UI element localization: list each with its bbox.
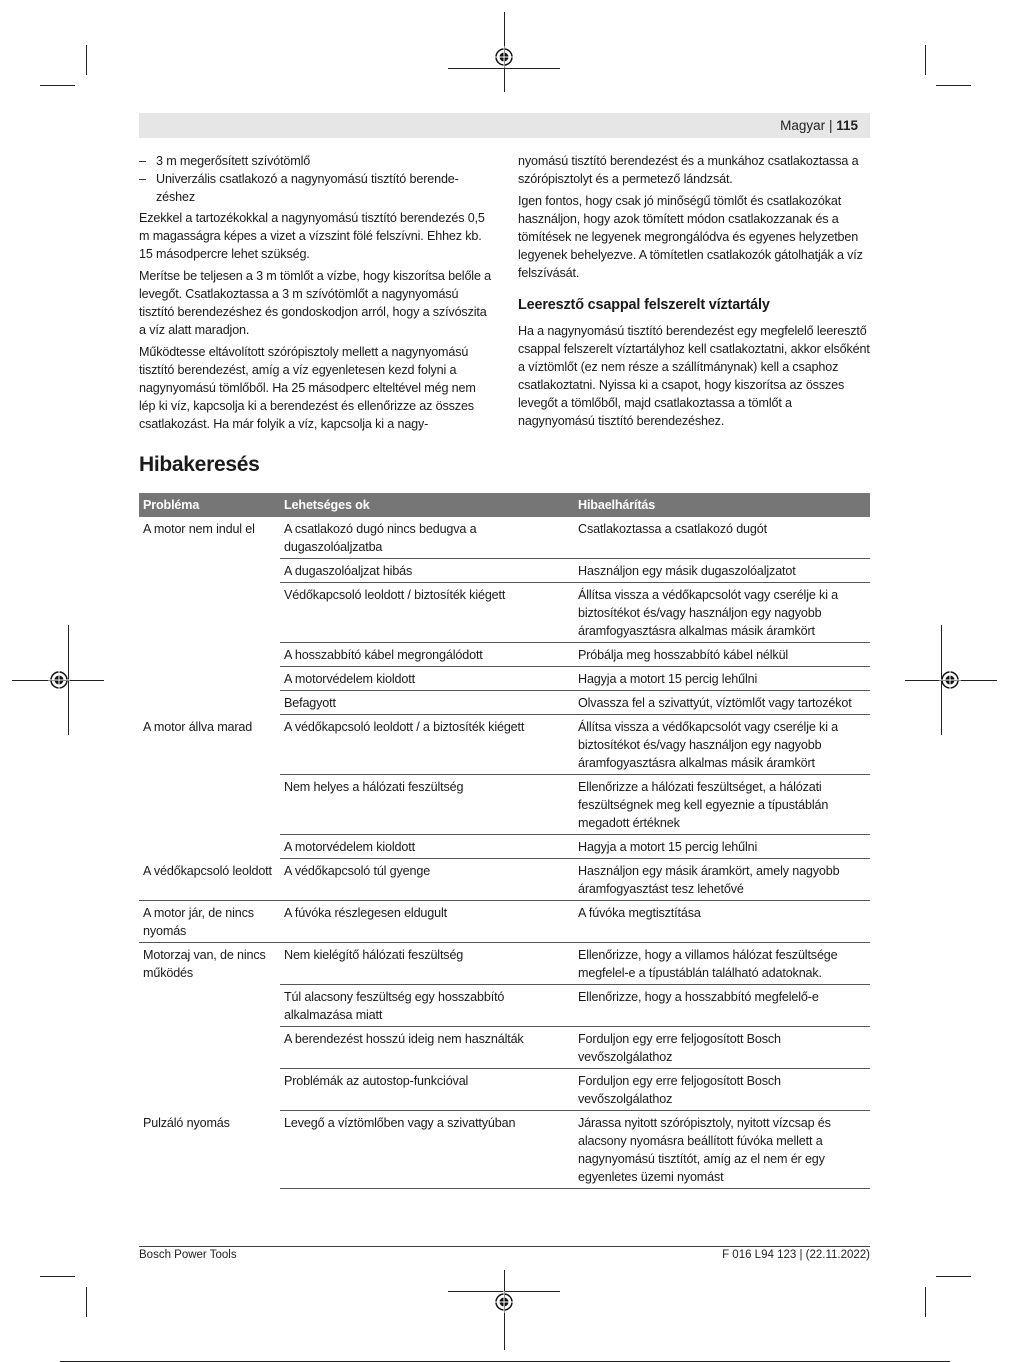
remedy-cell: Forduljon egy erre feljogosított Bosch vevőszolgálathoz — [574, 1069, 870, 1111]
paragraph: nyomású tisztító berendezést és a munkához csatlakoztassa a szórópisztolyt és a permetező lándzsát. — [518, 154, 859, 186]
cause-cell: A védőkapcsoló túl gyenge — [280, 859, 574, 901]
remedy-cell: Ellenőrizze, hogy a villamos hálózat feszültsége megfelel-e a típustáblán található adatoknak. — [574, 943, 870, 985]
remedy-cell: Próbálja meg hosszabbító kábel nélkül — [574, 643, 870, 667]
paragraph: Működtesse eltávolított szórópisztoly mellett a nagynyomású tisztító berendezést, amíg a víz egyenletesen kezd folyni a nagynyomású tömlőből. Ha 25 másodperc elteltével még nem lép ki víz, kapcsolja ki a berendezést és ellenőrizze az összes csatlakozást. Ha már folyik a víz, kapcsolja ki a nagy- — [139, 345, 476, 431]
accessory-list — [139, 152, 491, 206]
header-separator: | — [828, 118, 833, 133]
header-language: Magyar — [780, 118, 826, 133]
problem-cell: A motor állva marad — [143, 719, 253, 734]
cause-cell: Problémák az autostop-funkcióval — [280, 1069, 574, 1111]
problem-cell: A védőkapcsoló leoldott — [139, 859, 280, 901]
remedy-cell: Állítsa vissza a védőkapcsolót vagy cserélje ki a biztosítékot és/vagy használjon egy nagyobb áramfogyasztásra alkalmas másik áramkört — [574, 715, 870, 775]
table-row — [139, 901, 870, 943]
list-item: – Univerzális csatlakozó a nagynyomású tisztító berende-zéshez — [139, 172, 459, 204]
subheading: Leeresztő csappal felszerelt víztartály — [518, 297, 770, 313]
crop-mark — [925, 45, 926, 75]
paragraph: Ha a nagynyomású tisztító berendezést egy megfelelő leeresztő csappal felszerelt víztartályhoz kell csatlakoztatni, akkor elsőként a víztömlőt (ez nem része a szállítmánynak) kell a csaphoz csatlakoztatni. Nyissa ki a csapot, hogy kiszorítsa az összes levegőt a tömlőből, majd csatlakoztassa a tömlőt a nagynyomású tisztító berendezéshez. — [518, 324, 870, 428]
remedy-cell: A fúvóka megtisztítása — [574, 901, 870, 943]
remedy-cell: Állítsa vissza a védőkapcsolót vagy cserélje ki a biztosítékot és/vagy használjon egy nagyobb áramfogyasztásra alkalmas másik áramkört — [574, 583, 870, 643]
page-header — [139, 113, 870, 138]
paragraph: Merítse be teljesen a 3 m tömlőt a vízbe, hogy kiszorítsa belőle a levegőt. Csatlakoztassa a 3 m szívótömlőt a nagynyomású tisztító berendezéshez és gondoskodjon arról, hogy a szívószita a víz alatt maradjon. — [139, 269, 491, 337]
problem-cell: Pulzáló nyomás — [143, 1115, 230, 1130]
column-header: Lehetséges ok — [280, 493, 574, 517]
footer-left: Bosch Power Tools — [139, 1249, 237, 1261]
table-header-row — [139, 493, 870, 517]
registration-mark-icon — [48, 669, 70, 691]
remedy-cell: Használjon egy másik áramkört, amely nagyobb áramfogyasztást tesz lehetővé — [574, 859, 870, 901]
registration-mark-icon — [493, 1291, 515, 1313]
crop-mark — [40, 85, 75, 86]
problem-cell: A motor jár, de nincs nyomás — [139, 901, 280, 943]
header-text — [780, 118, 858, 133]
footer-rule — [139, 1246, 870, 1247]
table-row — [139, 859, 870, 901]
remedy-cell: Csatlakoztassa a csatlakozó dugót — [574, 517, 870, 559]
column-header: Hibaelhárítás — [574, 493, 870, 517]
remedy-cell: Hagyja a motort 15 percig lehűlni — [574, 667, 870, 691]
cause-cell: Nem helyes a hálózati feszültség — [280, 775, 574, 835]
registration-mark-icon — [939, 669, 961, 691]
cause-cell: A berendezést hosszú ideig nem használták — [280, 1027, 574, 1069]
crop-mark — [925, 1287, 926, 1317]
crop-mark — [86, 45, 87, 75]
cause-cell: A védőkapcsoló leoldott / a biztosíték kiégett — [280, 715, 574, 775]
cause-cell: Védőkapcsoló leoldott / biztosíték kiégett — [280, 583, 574, 643]
page-number: 115 — [836, 118, 858, 133]
cause-cell: Levegő a víztömlőben vagy a szivattyúban — [280, 1111, 574, 1189]
cause-cell: Túl alacsony feszültség egy hosszabbító alkalmazása miatt — [280, 985, 574, 1027]
left-column — [139, 152, 491, 437]
table-row — [139, 715, 870, 775]
right-column — [518, 152, 870, 434]
cause-cell: A motorvédelem kioldott — [280, 667, 574, 691]
remedy-cell: Hagyja a motort 15 percig lehűlni — [574, 835, 870, 859]
table-row — [139, 1111, 870, 1189]
registration-mark-icon — [493, 46, 515, 68]
cause-cell: Befagyott — [280, 691, 574, 715]
remedy-cell: Használjon egy másik dugaszolóaljzatot — [574, 559, 870, 583]
crop-mark — [936, 85, 971, 86]
section-title: Hibakeresés — [139, 453, 260, 476]
cause-cell: A hosszabbító kábel megrongálódott — [280, 643, 574, 667]
remedy-cell: Ellenőrizze a hálózati feszültséget, a hálózati feszültségnek meg kell egyeznie a típustáblán megadott értéknek — [574, 775, 870, 835]
remedy-cell: Ellenőrizze, hogy a hosszabbító megfelelő-e — [574, 985, 870, 1027]
cause-cell: A motorvédelem kioldott — [280, 835, 574, 859]
cause-cell: A fúvóka részlegesen eldugult — [280, 901, 574, 943]
footer-right: F 016 L94 123 | (22.11.2022) — [722, 1249, 870, 1261]
crop-mark — [936, 1276, 971, 1277]
crop-mark — [40, 1276, 75, 1277]
problem-cell: A motor nem indul el — [143, 522, 255, 536]
cause-cell: A csatlakozó dugó nincs bedugva a dugaszolóaljzatba — [280, 517, 574, 559]
cause-cell: A dugaszolóaljzat hibás — [280, 559, 574, 583]
list-item: – 3 m megerősített szívótömlő — [139, 154, 311, 168]
remedy-cell: Olvassza fel a szivattyút, víztömlőt vagy tartozékot — [574, 691, 870, 715]
table-row — [139, 517, 870, 559]
table-row — [139, 943, 870, 985]
column-header: Probléma — [139, 493, 280, 517]
problem-cell: Motorzaj van, de nincs működés — [143, 948, 266, 980]
troubleshooting-table — [139, 493, 870, 1189]
paragraph: Ezekkel a tartozékokkal a nagynyomású tisztító berendezés 0,5 m magasságra képes a vizet a vízszint fölé felszívni. Ehhez kb. 15 másodpercre lehet szükség. — [139, 211, 485, 261]
paragraph: Igen fontos, hogy csak jó minőségű tömlőt és csatlakozókat használjon, hogy azok tömített módon csatlakozzanak és a tömítések ne legyenek megrongálódva és egyenes helyzetben legyenek behelyezve. A tömítetlen csatlakozók gátolhatják a víz felszívását. — [518, 194, 863, 280]
remedy-cell: Járassa nyitott szórópisztoly, nyitott vízcsap és alacsony nyomásra beállított fúvóka mellett a nagynyomású tisztítót, amíg az el nem ér egy egyenletes üzemi nyomást — [574, 1111, 870, 1189]
cause-cell: Nem kielégítő hálózati feszültség — [280, 943, 574, 985]
crop-mark — [86, 1287, 87, 1317]
remedy-cell: Forduljon egy erre feljogosított Bosch vevőszolgálathoz — [574, 1027, 870, 1069]
